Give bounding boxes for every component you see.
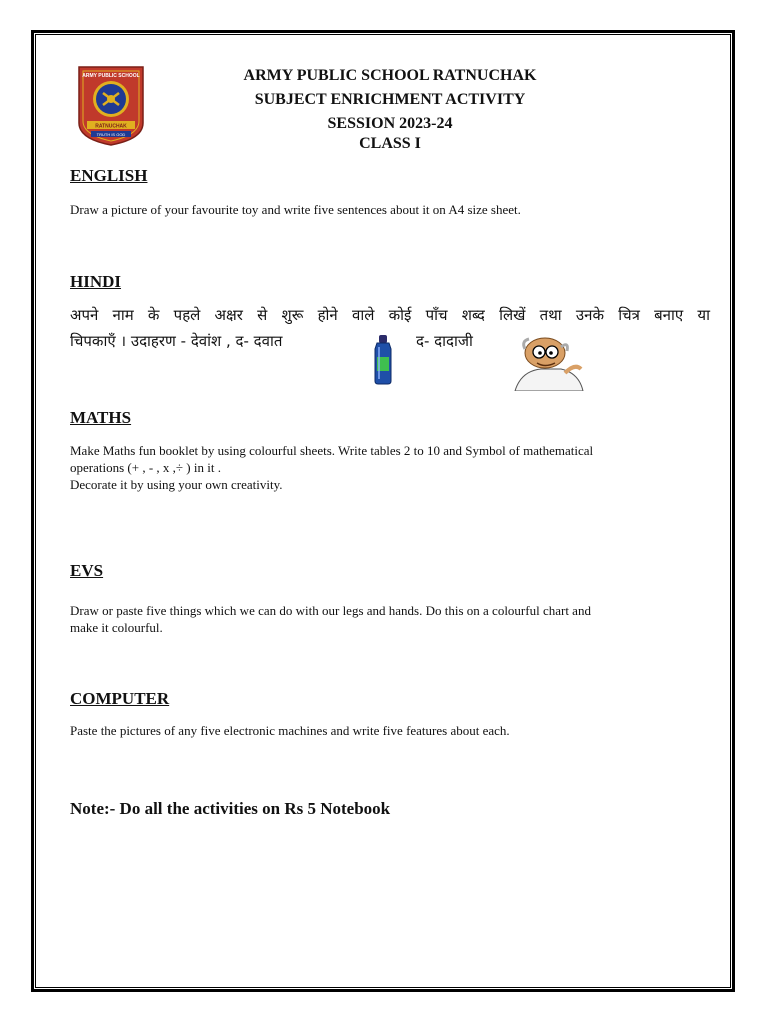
evs-text-line2: make it colourful. xyxy=(70,620,163,635)
evs-heading: EVS xyxy=(70,561,104,580)
maths-text-line2: operations (+ , - , x ,÷ ) in it . xyxy=(70,460,221,475)
activity-title: SUBJECT ENRICHMENT ACTIVITY xyxy=(254,91,526,108)
svg-text:ARMY PUBLIC SCHOOL: ARMY PUBLIC SCHOOL xyxy=(82,73,140,79)
computer-text: Paste the pictures of any five electronic machines and write five features about each. xyxy=(70,723,510,738)
grandfather-cartoon-image xyxy=(511,333,587,391)
document-header xyxy=(190,64,590,156)
notebook-note: Note:- Do all the activities on Rs 5 Notebook xyxy=(70,799,391,818)
school-name: ARMY PUBLIC SCHOOL RATNUCHAK xyxy=(243,67,537,84)
evs-text-line1: Draw or paste five things which we can do with our legs and hands. Do this on a colourful chart and xyxy=(70,603,591,618)
maths-text-line3: Decorate it by using your own creativity. xyxy=(70,477,283,492)
hindi-heading: HINDI xyxy=(70,272,122,291)
school-logo xyxy=(73,63,149,147)
maths-text-line1: Make Maths fun booklet by using colourful sheets. Write tables 2 to 10 and Symbol of mathematical xyxy=(70,443,594,458)
svg-text:TRUTH IS GOD: TRUTH IS GOD xyxy=(96,131,126,137)
class-label: CLASS I xyxy=(359,135,421,152)
hindi-text-line1: अपने नाम के पहले अक्षर से शुरू होने वाले कोई पाँच शब्द लिखें तथा उनके चित्र बनाए या xyxy=(70,306,710,324)
session-label: SESSION 2023-24 xyxy=(327,115,453,132)
hindi-example-dadaji: द- दादाजी xyxy=(416,332,473,350)
maths-heading: MATHS xyxy=(70,408,132,427)
ink-bottle-image xyxy=(370,333,396,385)
hindi-text-line2: चिपकाएँ । उदाहरण - देवांश , द- दवात xyxy=(70,332,283,350)
computer-heading: COMPUTER xyxy=(70,689,170,708)
english-heading: ENGLISH xyxy=(70,166,148,185)
english-text: Draw a picture of your favourite toy and write five sentences about it on A4 size sheet. xyxy=(70,202,521,217)
svg-text:RATNUCHAK: RATNUCHAK xyxy=(95,123,127,130)
